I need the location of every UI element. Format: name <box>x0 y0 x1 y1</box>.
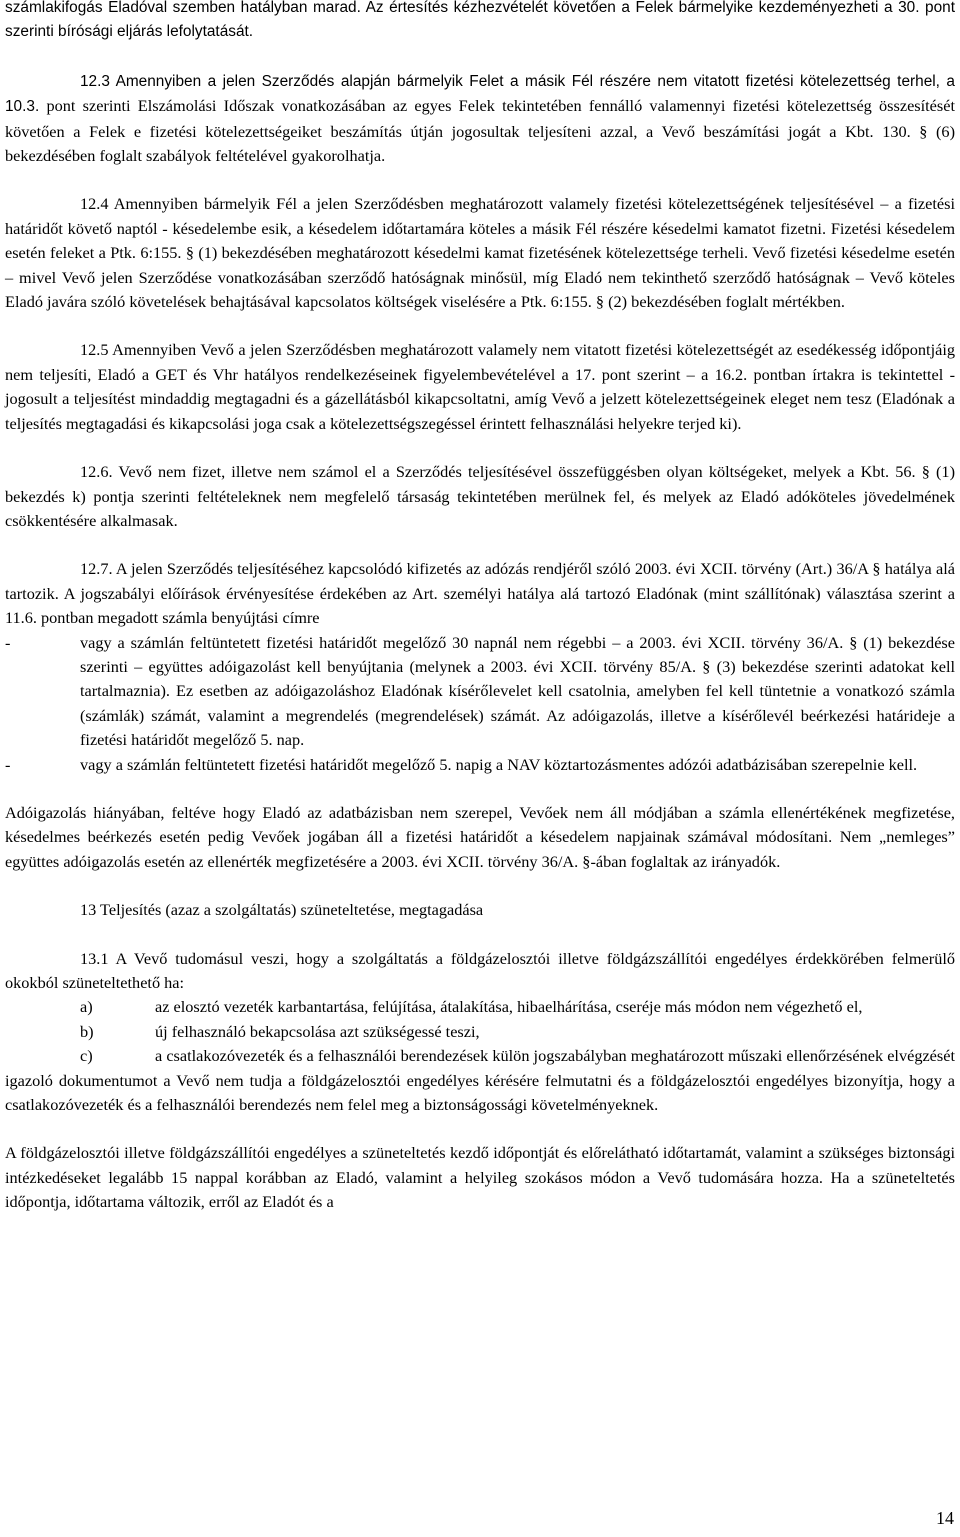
list-item-text: vagy a számlán feltüntetett fizetési határidőt megelőző 5. napig a NAV köztartozásmentes adózói adatbázisában szerepelnie kell. <box>80 754 918 774</box>
dash-marker: - <box>5 754 11 774</box>
dash-marker: - <box>5 632 11 652</box>
list-item-text: új felhasználó bekapcsolása azt szükségessé teszi, <box>155 1021 480 1041</box>
list-item-dash-1 <box>5 631 955 753</box>
paragraph-13-1: 13.1 A Vevő tudomásul veszi, hogy a szolgáltatás a földgázelosztói illetve földgázszállítói engedélyes érdekkörében felmerülő okokból szüneteltethető ha: <box>5 948 955 992</box>
paragraph-final: A földgázelosztói illetve földgázszállítói engedélyes a szüneteltetés kezdő időpontját és előrelátható időtartamát, valamint a szükséges biztonsági intézkedéseket legalább 15 nappal korábban az Eladó, valamint a helyileg szokásos módon a Vevő tudomására hozza. Ha a szüneteltetés időpontja, időtartama változik, erről az Eladót és a <box>5 1143 955 1212</box>
paragraph-12-7: 12.7. A jelen Szerződés teljesítéséhez kapcsolódó kifizetés az adózás rendjéről szóló 2003. évi XCII. törvény (Art.) 36/A § hatálya alá tartozik. A jogszabályi előírások érvényesítése érdekében az Art. személyi hatálya alá tartozó Eladónak (mint szállítónak) választása szerint a 11.6. pontban megadott számla benyújtási címre <box>5 559 955 628</box>
list-item-text: vagy a számlán feltüntetett fizetési határidőt megelőző 30 napnál nem régebbi – a 2003. évi XCII. törvény 36/A. § (1) bekezdése szerinti – együttes adóigazolást kell benyújtania (melynek a 2003. évi XCII. törvény 85/A. § (3) bekezdése szerinti adatokat kell tartalmaznia). Ez esetben az adóigazoláshoz Eladónak kísérőlevelet kell csatolnia, amelyben fel kell tüntetnie a vonatkozó számla (számlák) számát, valamint a megrendelés (megrendelések) számát. Az adóigazolás, illetve a kísérőlevél beérkezési határideje a fizetési határidőt megelőző 5. nap. <box>80 632 955 750</box>
paragraph-12-3 <box>5 69 955 169</box>
paragraph-12-6: 12.6. Vevő nem fizet, illetve nem számol el a Szerződés teljesítésével összefüggésben olyan költségeket, melyek a Kbt. 56. § (1) bekezdés k) pontja szerinti feltételeknek nem megfelelő társaság tekintetében merülnek fel, és melyek az Eladó adóköteles jövedelmének csökkentésére alkalmasak. <box>5 462 955 530</box>
paragraph-12-3-serif-part: pont szerinti Elszámolási Időszak vonatkozásában az egyes Felek tekintetében fennálló valamennyi fizetési kötelezettség összesítését követően a Felek e fizetési kötelezettségeiket beszámítás útján jogosultak teljesíteni azzal, a Vevő beszámítási jogát a Kbt. 130. § (6) bekezdésében foglalt szabályok feltételével gyakorolhatja. <box>5 96 955 166</box>
list-label: a) <box>80 997 93 1017</box>
paragraph-12-4: 12.4 Amennyiben bármelyik Fél a jelen Szerződésben meghatározott valamely fizetési kötelezettségének teljesítésével – a fizetési határidőt követő naptól - késedelembe esik, a késedelem időtartamára köteles a másik Fél részére késedelmi kamatot fizetni. Fizetési késedelem esetén feleket a Ptk. 6:155. § (1) bekezdésében meghatározott késedelmi kamat fizetésének kötelezettsége terheli. Vevő fizetési késedelme esetén – mivel Vevő jelen Szerződése vonatkozásában szerződő hatóságnak minősül, míg Eladó nem tekinthető szerződő hatóságnak – Vevő köteles Eladó javára szóló követelések behajtásával kapcsolatos költségek viselésére a Ptk. 6:155. § (2) bekezdésében foglalt mértékben. <box>5 194 955 312</box>
list-item-b <box>5 1020 955 1044</box>
list-label: c) <box>80 1046 93 1066</box>
list-item-a <box>5 995 955 1019</box>
paragraph-12-3-sans-part: 12.3 Amennyiben a jelen Szerződés alapján bármelyik Felet a másik Fél részére nem vitatott fizetési kötelezettség terhel, a 10.3. <box>5 72 955 116</box>
paragraph-12-5: 12.5 Amennyiben Vevő a jelen Szerződésben meghatározott valamely nem vitatott fizetési kötelezettségét az esedékesség időpontjáig nem teljesíti, Eladó a GET és Vhr hatályos rendelkezéseinek figyelembevételével a 17. pont szerint – a 16.2. pontban írtakra is tekintettel - jogosult a teljesítést mindaddig megtagadni és a gázellátásból kikapcsoltatni, amíg Vevő a jelzett kötelezettségeinek eleget nem tesz (Eladónak a teljesítés megtagadási és kikapcsolási joga csak a kötelezettségszegéssel érintett felhasználási helyekre terjed ki). <box>5 340 955 433</box>
list-item-dash-2 <box>5 753 955 777</box>
list-item-text: az elosztó vezeték karbantartása, felújítása, átalakítása, hibaelhárítása, cseréje más módon nem végezhető el, <box>155 997 863 1017</box>
section-heading-13: 13 Teljesítés (azaz a szolgáltatás) szüneteltetése, megtagadása <box>80 900 484 920</box>
document-page <box>5 0 955 1215</box>
paragraph-continuation: számlakifogás Eladóval szemben hatályban marad. Az értesítés kézhezvételét követően a Felek bármelyike kezdeményezheti a 30. pont szerinti bírósági eljárás lefolytatását. <box>5 0 955 41</box>
paragraph-adoigazolas: Adóigazolás hiányában, feltéve hogy Eladó az adatbázisban nem szerepel, Vevőek nem áll módjában a számla ellenértékének megfizetése, késedelmes beérkezés esetén pedig Vevőek jogában áll a fizetési határidőt a késedelem napjainak számával módosítani. Nem „nemleges” együttes adóigazolás esetén az ellenérték megfizetésére a 2003. évi XCII. törvény 36/A. §-ában foglaltak az irányadók. <box>5 802 955 871</box>
page-number: 14 <box>936 1508 954 1528</box>
list-item-c <box>5 1044 955 1117</box>
list-item-text: a csatlakozóvezeték és a felhasználói berendezések külön jogszabályban meghatározott műszaki ellenőrzésének elvégzését igazoló dokumentumot a Vevő nem tudja a földgázelosztói engedélyes kérésére felmutatni és a földgázelosztói engedélyes bizonyítja, hogy a csatlakozóvezeték és a felhasználói berendezés nem felel meg a biztonságossági követelményeknek. <box>5 1046 955 1115</box>
list-label: b) <box>80 1021 94 1041</box>
